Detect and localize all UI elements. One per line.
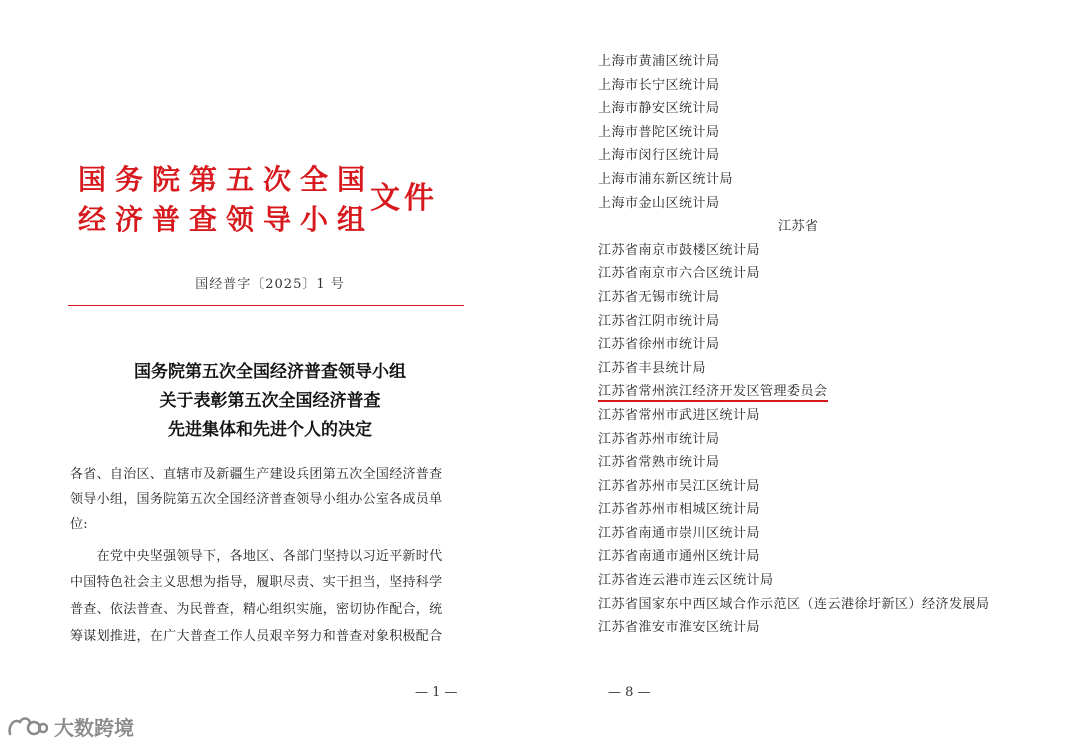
document-title-line3: 先进集体和先进个人的决定 — [168, 420, 372, 440]
commended-unit-list — [598, 50, 990, 640]
red-divider-line — [68, 305, 464, 306]
unit-name: 江苏省丰县统计局 — [598, 360, 707, 376]
list-item — [598, 192, 990, 216]
unit-name: 江苏省南通市崇川区统计局 — [598, 525, 761, 541]
right-page — [540, 0, 1080, 748]
unit-name: 上海市闵行区统计局 — [598, 148, 720, 164]
unit-name: 江苏省常州市武进区统计局 — [598, 407, 761, 423]
list-item — [598, 475, 990, 499]
unit-name: 江苏省连云港市连云区统计局 — [598, 573, 774, 589]
unit-name: 江苏省南通市通州区统计局 — [598, 549, 761, 565]
header-suffix: 文件 — [370, 181, 438, 216]
body-text-line: 在党中央坚强领导下，各地区、各部门坚持以习近平新时代 — [70, 549, 443, 564]
unit-name: 江苏省国家东中西区域合作示范区（连云港徐圩新区）经济发展局 — [598, 596, 990, 612]
body-text-line: 各省、自治区、直辖市及新疆生产建设兵团第五次全国经济普查 — [70, 467, 443, 482]
header-title-line2: 经济普查领导小组 — [78, 203, 375, 236]
unit-name: 江苏省苏州市吴江区统计局 — [598, 478, 761, 494]
list-item — [598, 50, 990, 74]
unit-name: 江苏省无锡市统计局 — [598, 289, 720, 305]
list-item — [598, 121, 990, 145]
list-item — [598, 286, 990, 310]
body-text-line: 普查、依法普查、为民普查，精心组织实施，密切协作配合，统 — [70, 602, 443, 617]
list-item — [598, 310, 990, 334]
unit-name: 上海市浦东新区统计局 — [598, 171, 734, 187]
document-title-line1: 国务院第五次全国经济普查领导小组 — [134, 362, 406, 382]
page-number-right: — 8 — — [608, 685, 651, 700]
list-item — [598, 97, 990, 121]
list-item — [598, 616, 990, 640]
unit-name: 江苏省苏州市统计局 — [598, 431, 720, 447]
document-number: 国经普字〔2025〕1 号 — [195, 277, 345, 292]
highlighted-unit-name: 江苏省常州滨江经济开发区管理委员会 — [598, 384, 828, 402]
unit-name: 上海市普陀区统计局 — [598, 124, 720, 140]
province-heading — [598, 215, 990, 239]
list-item — [598, 357, 990, 381]
list-item — [598, 333, 990, 357]
document-title-line2: 关于表彰第五次全国经济普查 — [159, 391, 381, 411]
list-item — [598, 144, 990, 168]
list-item — [598, 262, 990, 286]
unit-name: 江苏省淮安市淮安区统计局 — [598, 620, 761, 636]
unit-name: 上海市金山区统计局 — [598, 195, 720, 211]
list-item — [598, 522, 990, 546]
body-text-line: 位: — [70, 517, 88, 532]
unit-name: 江苏省南京市六合区统计局 — [598, 266, 761, 282]
page-number-left: — 1 — — [415, 685, 458, 700]
unit-name: 江苏省常熟市统计局 — [598, 455, 720, 471]
list-item — [598, 74, 990, 98]
list-item — [598, 380, 990, 404]
list-item — [598, 593, 990, 617]
list-item — [598, 569, 990, 593]
unit-name: 江苏省 — [778, 219, 819, 235]
watermark — [6, 712, 134, 741]
list-item — [598, 404, 990, 428]
unit-name: 江苏省江阴市统计局 — [598, 313, 720, 329]
header-title-line1: 国务院第五次全国 — [78, 163, 375, 196]
list-item — [598, 239, 990, 263]
unit-name: 江苏省徐州市统计局 — [598, 337, 720, 353]
unit-name: 上海市长宁区统计局 — [598, 77, 720, 93]
body-text-line: 领导小组，国务院第五次全国经济普查领导小组办公室各成员单 — [70, 492, 443, 507]
watermark-text: 大数跨境 — [54, 716, 134, 740]
list-item — [598, 545, 990, 569]
body-text-line: 筹谋划推进，在广大普查工作人员艰辛努力和普查对象积极配合 — [70, 629, 443, 644]
body-text-line: 中国特色社会主义思想为指导，履职尽责、实干担当，坚持科学 — [70, 575, 443, 590]
brand-logo-icon — [6, 714, 48, 740]
list-item — [598, 498, 990, 522]
list-item — [598, 168, 990, 192]
unit-name: 上海市静安区统计局 — [598, 101, 720, 117]
unit-name: 江苏省苏州市相城区统计局 — [598, 502, 761, 518]
list-item — [598, 451, 990, 475]
unit-name: 江苏省南京市鼓楼区统计局 — [598, 242, 761, 258]
unit-name: 上海市黄浦区统计局 — [598, 54, 720, 69]
list-item — [598, 428, 990, 452]
